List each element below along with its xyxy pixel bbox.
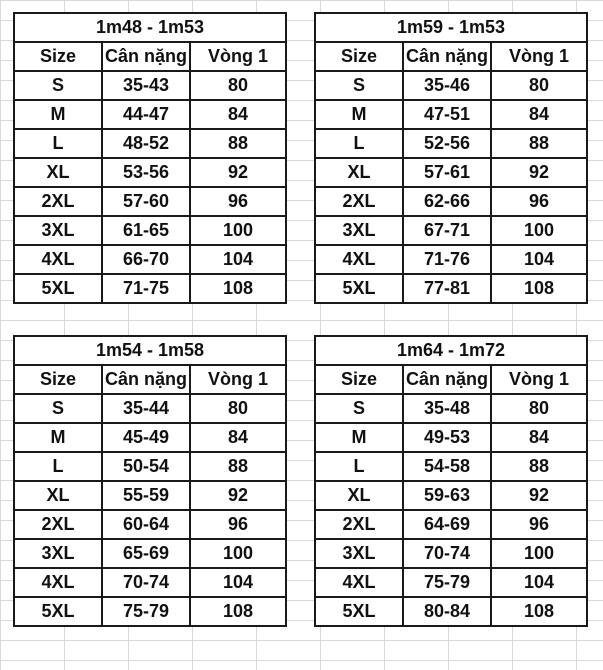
weight-cell: 64-69 (403, 510, 491, 539)
bust-cell: 104 (491, 245, 587, 274)
bust-cell: 104 (190, 568, 286, 597)
table-row (315, 394, 587, 423)
table-row (315, 158, 587, 187)
weight-cell: 70-74 (403, 539, 491, 568)
size-cell: M (14, 423, 102, 452)
bust-cell: 100 (190, 216, 286, 245)
weight-cell: 66-70 (102, 245, 190, 274)
size-cell: 4XL (315, 245, 403, 274)
bust-cell: 92 (491, 481, 587, 510)
bust-cell: 92 (491, 158, 587, 187)
bust-cell: 84 (190, 100, 286, 129)
bust-header: Vòng 1 (190, 42, 286, 71)
weight-cell: 59-63 (403, 481, 491, 510)
weight-cell: 45-49 (102, 423, 190, 452)
size-header: Size (315, 42, 403, 71)
table-row (14, 481, 286, 510)
weight-cell: 67-71 (403, 216, 491, 245)
table-row (315, 452, 587, 481)
size-cell: 3XL (14, 539, 102, 568)
size-cell: XL (315, 481, 403, 510)
size-cell: 3XL (14, 216, 102, 245)
bust-cell: 84 (491, 423, 587, 452)
weight-header: Cân nặng (403, 42, 491, 71)
size-cell: S (14, 394, 102, 423)
weight-header: Cân nặng (102, 42, 190, 71)
size-cell: 2XL (14, 510, 102, 539)
size-cell: XL (14, 481, 102, 510)
weight-header: Cân nặng (102, 365, 190, 394)
bust-cell: 96 (491, 187, 587, 216)
weight-cell: 75-79 (403, 568, 491, 597)
size-cell: L (315, 129, 403, 158)
weight-cell: 80-84 (403, 597, 491, 626)
size-cell: 2XL (14, 187, 102, 216)
bust-cell: 80 (190, 394, 286, 423)
size-header: Size (14, 365, 102, 394)
weight-cell: 35-43 (102, 71, 190, 100)
size-chart-table (13, 335, 287, 627)
table-row (315, 481, 587, 510)
bust-header: Vòng 1 (190, 365, 286, 394)
table-row (14, 510, 286, 539)
bust-header: Vòng 1 (491, 42, 587, 71)
weight-cell: 60-64 (102, 510, 190, 539)
table-row (14, 568, 286, 597)
table-row (14, 423, 286, 452)
bust-cell: 88 (491, 452, 587, 481)
size-cell: 5XL (14, 274, 102, 303)
weight-cell: 47-51 (403, 100, 491, 129)
weight-cell: 49-53 (403, 423, 491, 452)
bust-cell: 96 (190, 510, 286, 539)
bust-cell: 84 (190, 423, 286, 452)
size-cell: S (315, 71, 403, 100)
size-chart-table (314, 12, 588, 304)
size-cell: 5XL (14, 597, 102, 626)
table-row (14, 452, 286, 481)
size-cell: 4XL (315, 568, 403, 597)
size-cell: 5XL (315, 274, 403, 303)
table-row (315, 245, 587, 274)
bust-cell: 108 (190, 597, 286, 626)
bust-header: Vòng 1 (491, 365, 587, 394)
bust-cell: 80 (190, 71, 286, 100)
weight-cell: 57-61 (403, 158, 491, 187)
bust-cell: 80 (491, 71, 587, 100)
height-range-title: 1m48 - 1m53 (14, 13, 286, 42)
weight-cell: 71-76 (403, 245, 491, 274)
table-row (315, 100, 587, 129)
weight-cell: 53-56 (102, 158, 190, 187)
size-cell: L (14, 452, 102, 481)
bust-cell: 88 (190, 129, 286, 158)
size-cell: XL (315, 158, 403, 187)
table-row (14, 597, 286, 626)
size-cell: 3XL (315, 539, 403, 568)
weight-cell: 61-65 (102, 216, 190, 245)
table-row (14, 129, 286, 158)
weight-cell: 75-79 (102, 597, 190, 626)
size-cell: L (315, 452, 403, 481)
weight-cell: 71-75 (102, 274, 190, 303)
bust-cell: 104 (190, 245, 286, 274)
size-cell: 2XL (315, 187, 403, 216)
table-row (315, 568, 587, 597)
size-cell: 3XL (315, 216, 403, 245)
weight-cell: 55-59 (102, 481, 190, 510)
weight-cell: 62-66 (403, 187, 491, 216)
weight-header: Cân nặng (403, 365, 491, 394)
table-row (14, 158, 286, 187)
table-row (315, 597, 587, 626)
size-cell: 4XL (14, 245, 102, 274)
bust-cell: 80 (491, 394, 587, 423)
bust-cell: 108 (491, 597, 587, 626)
table-row (14, 216, 286, 245)
size-cell: S (315, 394, 403, 423)
weight-cell: 50-54 (102, 452, 190, 481)
table-row (14, 394, 286, 423)
weight-cell: 54-58 (403, 452, 491, 481)
bust-cell: 104 (491, 568, 587, 597)
size-cell: 5XL (315, 597, 403, 626)
bust-cell: 92 (190, 158, 286, 187)
size-cell: M (315, 100, 403, 129)
table-row (14, 187, 286, 216)
weight-cell: 35-46 (403, 71, 491, 100)
size-cell: M (14, 100, 102, 129)
table-row (315, 539, 587, 568)
weight-cell: 35-48 (403, 394, 491, 423)
table-row (315, 510, 587, 539)
size-header: Size (14, 42, 102, 71)
size-cell: M (315, 423, 403, 452)
weight-cell: 57-60 (102, 187, 190, 216)
bust-cell: 88 (491, 129, 587, 158)
weight-cell: 44-47 (102, 100, 190, 129)
weight-cell: 65-69 (102, 539, 190, 568)
size-cell: 4XL (14, 568, 102, 597)
bust-cell: 100 (491, 539, 587, 568)
size-cell: XL (14, 158, 102, 187)
weight-cell: 70-74 (102, 568, 190, 597)
table-row (14, 245, 286, 274)
table-row (315, 71, 587, 100)
table-row (315, 187, 587, 216)
table-row (315, 216, 587, 245)
bust-cell: 88 (190, 452, 286, 481)
height-range-title: 1m54 - 1m58 (14, 336, 286, 365)
table-row (14, 100, 286, 129)
bust-cell: 108 (491, 274, 587, 303)
bust-cell: 96 (491, 510, 587, 539)
size-cell: L (14, 129, 102, 158)
table-row (14, 71, 286, 100)
table-row (315, 274, 587, 303)
height-range-title: 1m64 - 1m72 (315, 336, 587, 365)
height-range-title: 1m59 - 1m53 (315, 13, 587, 42)
bust-cell: 92 (190, 481, 286, 510)
weight-cell: 35-44 (102, 394, 190, 423)
table-row (315, 423, 587, 452)
size-cell: S (14, 71, 102, 100)
weight-cell: 48-52 (102, 129, 190, 158)
bust-cell: 84 (491, 100, 587, 129)
table-row (14, 274, 286, 303)
weight-cell: 52-56 (403, 129, 491, 158)
size-chart-table (314, 335, 588, 627)
bust-cell: 108 (190, 274, 286, 303)
bust-cell: 96 (190, 187, 286, 216)
size-cell: 2XL (315, 510, 403, 539)
table-row (315, 129, 587, 158)
size-chart-table (13, 12, 287, 304)
size-header: Size (315, 365, 403, 394)
table-row (14, 539, 286, 568)
weight-cell: 77-81 (403, 274, 491, 303)
bust-cell: 100 (491, 216, 587, 245)
bust-cell: 100 (190, 539, 286, 568)
